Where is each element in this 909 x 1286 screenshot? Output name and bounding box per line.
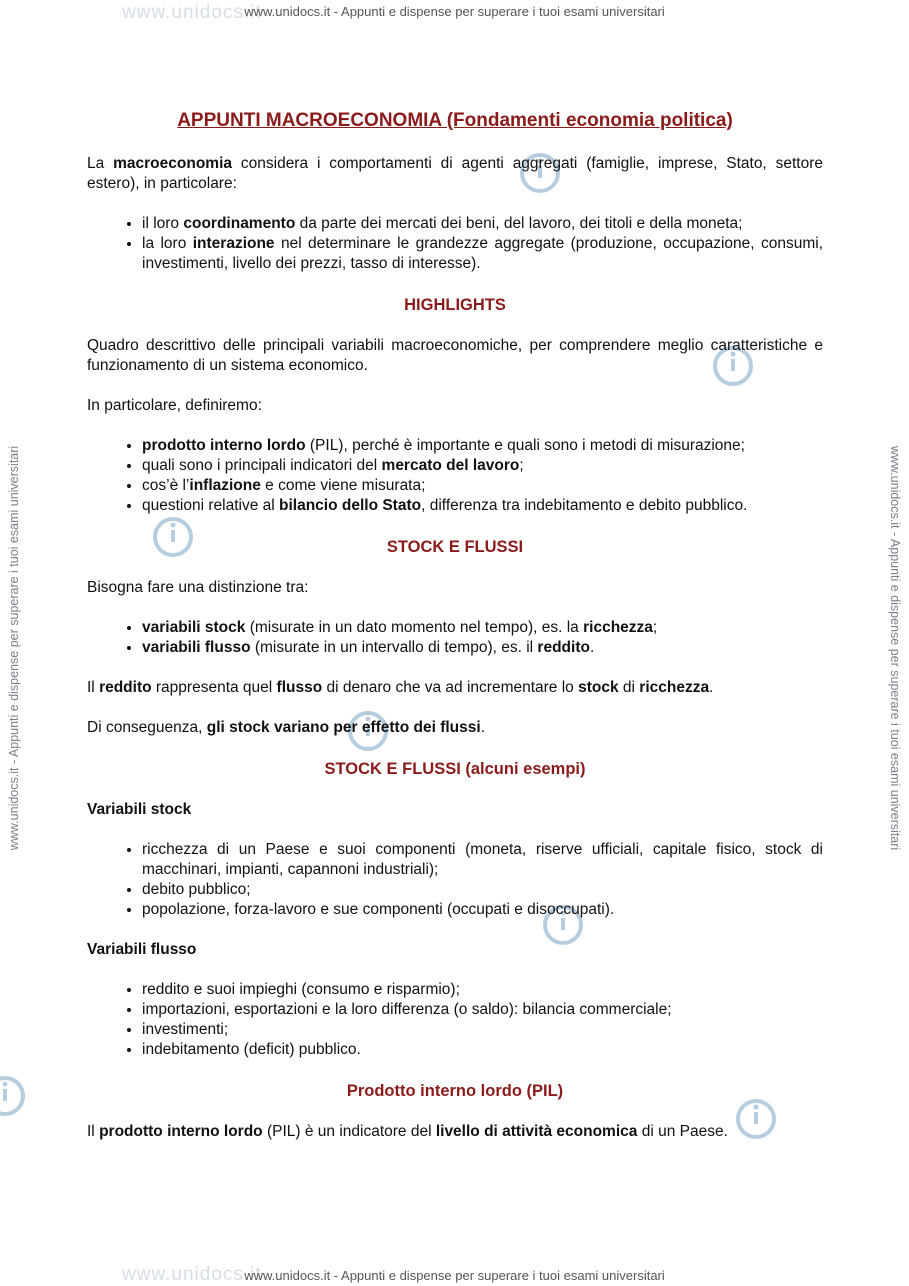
intro-paragraph: La macroeconomia considera i comportamenti di agenti aggregati (famiglie, imprese, Stato, settore estero), in particolare: [87,155,823,192]
section-heading-pil: Prodotto interno lordo (PIL) [346,1082,564,1100]
stock-examples-list [87,840,823,920]
background-watermark-top: www.unidocs.it [122,2,262,23]
flusso-examples-list [87,980,823,1060]
paragraph: In particolare, definiremo: [87,397,262,414]
section-heading-highlights: HIGHLIGHTS [404,296,506,314]
list-item: • questioni relative al bilancio dello Stato, differenza tra indebitamento e debito pubblico. [142,496,823,516]
paragraph: Bisogna fare una distinzione tra: [87,579,309,596]
intro-list [87,214,823,274]
list-item: • la loro interazione nel determinare le grandezze aggregate (produzione, occupazione, consumi, investimenti, livello dei prezzi, tasso di interesse). [142,234,823,274]
unidocs-logo-icon [0,1073,28,1119]
list-item: • variabili flusso (misurate in un intervallo di tempo), es. il reddito. [142,638,823,658]
subheading-variabili-stock: Variabili stock [87,801,192,818]
list-item: • reddito e suoi impieghi (consumo e risparmio); [142,980,823,1000]
list-item: • quali sono i principali indicatori del mercato del lavoro; [142,456,823,476]
page-footer-watermark: www.unidocs.it - Appunti e dispense per superare i tuoi esami universitari [244,1268,665,1283]
list-item: • variabili stock (misurate in un dato momento nel tempo), es. la ricchezza; [142,618,823,638]
right-side-watermark: www.unidocs.it - Appunti e dispense per superare i tuoi esami universitari [888,445,902,851]
paragraph: Il reddito rappresenta quel flusso di denaro che va ad incrementare lo stock di ricchezza. [87,679,714,696]
list-item: • popolazione, forza-lavoro e sue componenti (occupati e disoccupati). [142,900,823,920]
document-title: APPUNTI MACROECONOMIA (Fondamenti economia politica) [177,110,733,131]
list-item: • investimenti; [142,1020,823,1040]
highlights-list [87,436,823,516]
subheading-variabili-flusso: Variabili flusso [87,941,197,958]
paragraph: Quadro descrittivo delle principali variabili macroeconomiche, per comprendere meglio caratteristiche e funzionamento di un sistema economico. [87,337,823,374]
paragraph: Il prodotto interno lordo (PIL) è un indicatore del livello di attività economica di un Paese. [87,1123,728,1140]
left-side-watermark: www.unidocs.it - Appunti e dispense per superare i tuoi esami universitari [7,445,21,851]
background-watermark-bottom: www.unidocs.it [122,1264,262,1285]
list-item: • prodotto interno lordo (PIL), perché è importante e quali sono i metodi di misurazione; [142,436,823,456]
stock-flussi-list [87,618,823,658]
list-item: • ricchezza di un Paese e suoi componenti (moneta, riserve ufficiali, capitale fisico, stock di macchinari, impianti, capannoni industriali); [142,840,823,880]
section-heading-stock-flussi: STOCK E FLUSSI [386,538,524,556]
page-header-watermark: www.unidocs.it - Appunti e dispense per superare i tuoi esami universitari [244,4,665,19]
paragraph: Di conseguenza, gli stock variano per effetto dei flussi. [87,719,485,736]
document-body [87,108,823,1162]
list-item: • indebitamento (deficit) pubblico. [142,1040,823,1060]
list-item: • importazioni, esportazioni e la loro differenza (o saldo): bilancia commerciale; [142,1000,823,1020]
list-item: • cos’è l’inflazione e come viene misurata; [142,476,823,496]
list-item: • debito pubblico; [142,880,823,900]
section-heading-esempi: STOCK E FLUSSI (alcuni esempi) [324,760,586,778]
list-item: • il loro coordinamento da parte dei mercati dei beni, del lavoro, dei titoli e della moneta; [142,214,823,234]
